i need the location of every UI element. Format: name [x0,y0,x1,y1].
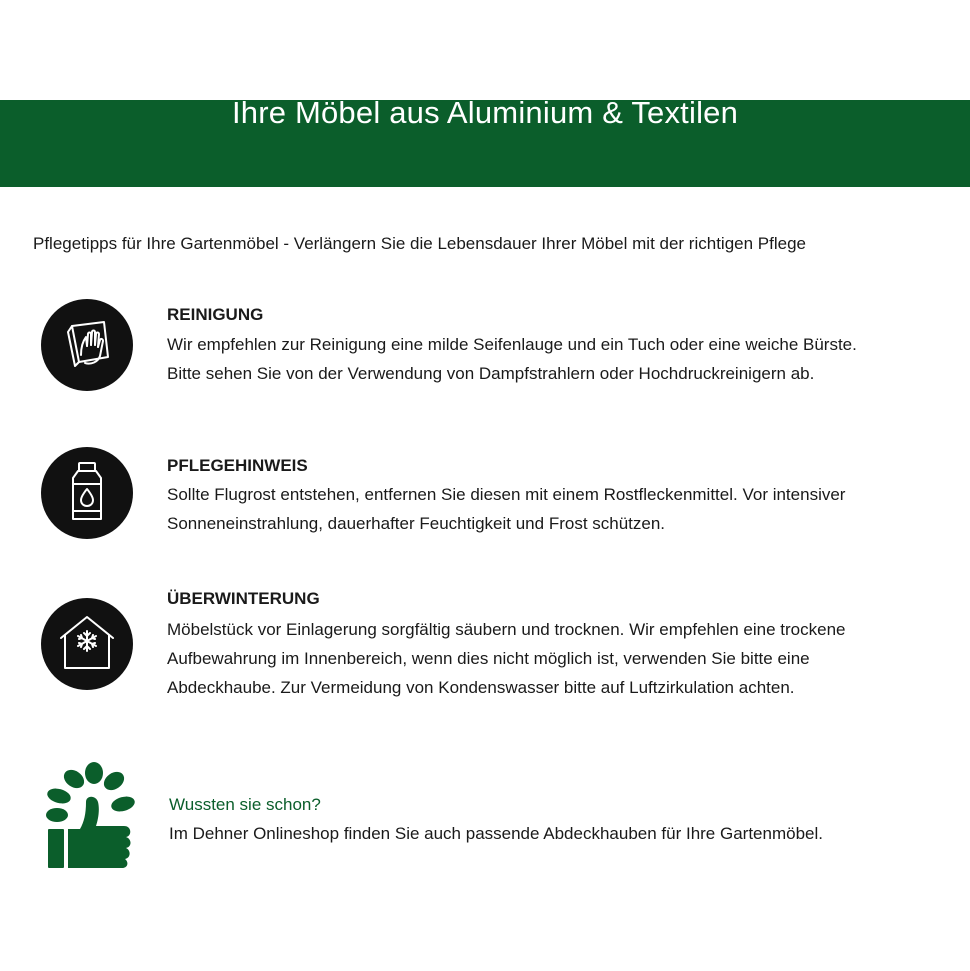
tip-text-line: Sonneneinstrahlung, dauerhafter Feuchtigkeit und Frost schützen. [167,514,666,533]
tip-text-line: Wir empfehlen zur Reinigung eine milde Seifenlauge und ein Tuch oder eine weiche Bürste. [167,335,857,354]
fact-heading: Wussten sie schon? [169,795,321,814]
tip-heading: REINIGUNG [167,305,264,324]
tip-text-line: Sollte Flugrost entstehen, entfernen Sie diesen mit einem Rostfleckenmittel. Vor intensiver [167,485,846,504]
cleaning-cloth-hand-icon [41,299,133,391]
tip-text-line: Möbelstück vor Einlagerung sorgfältig säubern und trocknen. Wir empfehlen eine trockene [167,620,846,639]
thumbs-up-leaves-icon [42,762,138,875]
tip-text-line: Aufbewahrung im Innenbereich, wenn dies nicht möglich ist, verwenden Sie bitte eine [167,649,810,668]
house-snowflake-icon [41,598,133,690]
care-bottle-icon [41,447,133,539]
page-title: Ihre Möbel aus Aluminium & Textilen [231,95,739,130]
fact-text: Im Dehner Onlineshop finden Sie auch passende Abdeckhauben für Ihre Gartenmöbel. [169,824,823,843]
tip-text-line: Abdeckhaube. Zur Vermeidung von Kondenswasser bitte auf Luftzirkulation achten. [167,678,795,697]
tip-heading: PFLEGEHINWEIS [167,456,308,475]
intro-text: Pflegetipps für Ihre Gartenmöbel - Verlängern Sie die Lebensdauer Ihrer Möbel mit der richtigen Pflege [33,234,806,253]
tip-heading: ÜBERWINTERUNG [167,589,320,608]
tip-text-line: Bitte sehen Sie von der Verwendung von Dampfstrahlern oder Hochdruckreinigern ab. [167,364,815,383]
